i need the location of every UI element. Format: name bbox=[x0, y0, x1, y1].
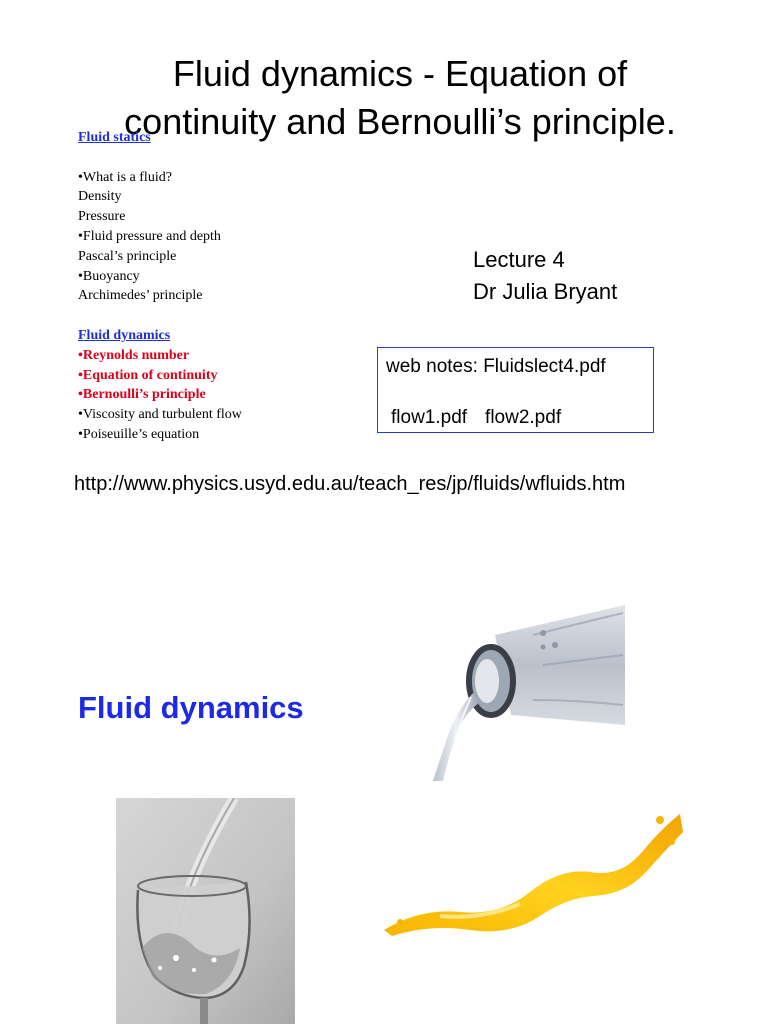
lecturer-name: Dr Julia Bryant bbox=[473, 279, 618, 304]
lecture-number: Lecture 4 bbox=[473, 247, 565, 272]
web-notes-file-link[interactable]: flow2.pdf bbox=[485, 407, 562, 428]
outline-item-current: •Equation of continuity bbox=[78, 367, 218, 383]
outline-item: •Buoyancy bbox=[78, 268, 140, 284]
outline-item: •Fluid pressure and depth bbox=[78, 228, 221, 244]
outline-item: •Viscosity and turbulent flow bbox=[78, 407, 242, 423]
slide-title: Fluid dynamics - Equation of continuity and Bernoulli’s principle. bbox=[124, 53, 676, 142]
section-heading: Fluid dynamics bbox=[78, 690, 304, 725]
web-notes-box bbox=[377, 347, 654, 433]
fluid-statics-heading[interactable]: Fluid statics bbox=[78, 130, 151, 145]
juice-splash-photo bbox=[380, 812, 683, 936]
bottle-pouring-water-photo bbox=[383, 605, 625, 781]
course-url[interactable]: http://www.physics.usyd.edu.au/teach_res/jp/fluids/wfluids.htm bbox=[74, 473, 626, 495]
outline-item-current: •Reynolds number bbox=[78, 347, 190, 363]
outline-item-current: •Bernoulli’s principle bbox=[78, 387, 206, 403]
outline-item: Pascal’s principle bbox=[78, 248, 177, 264]
outline-item: Density bbox=[78, 189, 122, 205]
wine-glass-water-photo bbox=[116, 798, 295, 1024]
outline-item: Pressure bbox=[78, 209, 126, 225]
web-notes-label: web notes: bbox=[386, 356, 478, 377]
outline-item: Archimedes’ principle bbox=[78, 288, 203, 304]
outline-item: •What is a fluid? bbox=[78, 169, 172, 185]
lecture-outline bbox=[78, 128, 378, 445]
fluid-dynamics-heading[interactable]: Fluid dynamics bbox=[78, 327, 171, 343]
web-notes-file-link[interactable]: Fluidslect4.pdf bbox=[483, 356, 606, 377]
lecture-info bbox=[473, 244, 617, 308]
web-notes-file-link[interactable]: flow1.pdf bbox=[391, 407, 468, 428]
outline-item: •Poiseuille’s equation bbox=[78, 426, 200, 442]
